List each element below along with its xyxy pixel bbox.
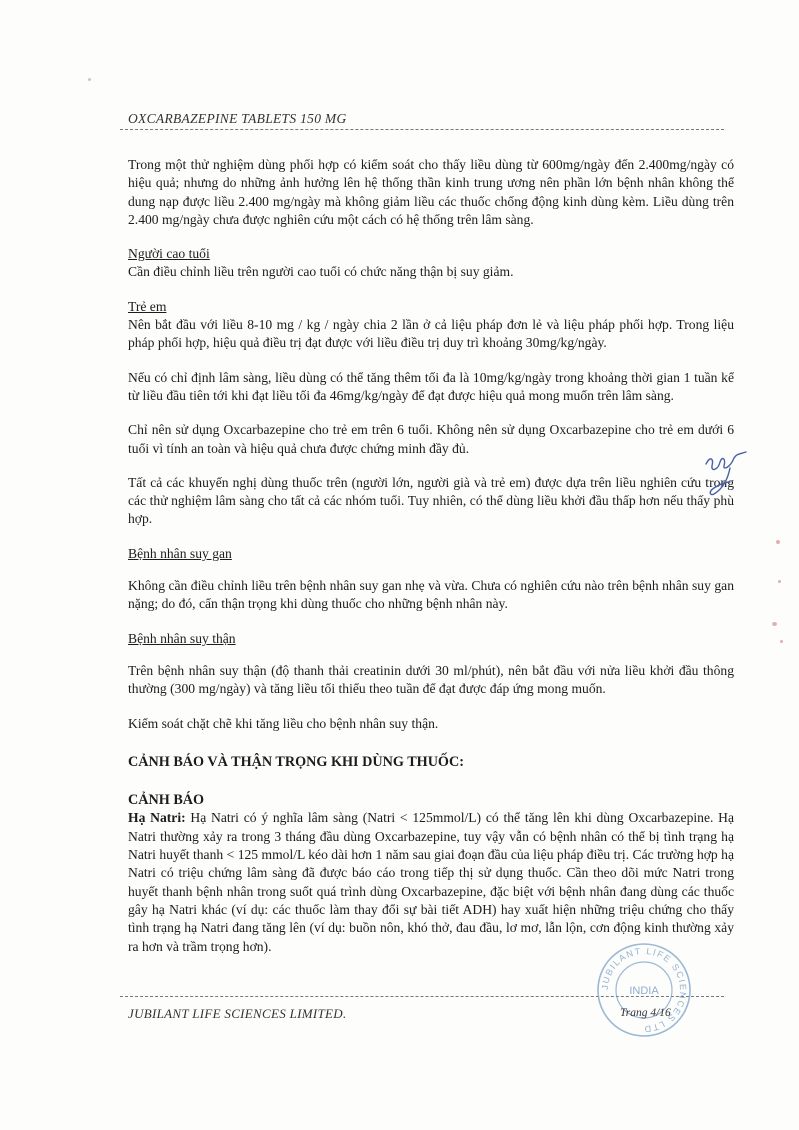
footer-page-number: Trang 4/16	[620, 1007, 671, 1019]
margin-mark	[88, 78, 91, 81]
margin-mark	[778, 580, 781, 583]
paragraph-elderly: Cần điều chỉnh liều trên người cao tuổi có chức năng thận bị suy giảm.	[128, 264, 514, 280]
stamp-ring-text: JUBILANT LIFE SCIENCES LTD	[599, 945, 689, 1035]
paragraph-dosage-intro: Trong một thử nghiệm dùng phối hợp có kiểm soát cho thấy liều dùng từ 600mg/ngày đến 2.400mg/ngày có hiệu quả; nhưng do những ảnh hưởng lên hệ thống thần kinh trung ương nên phần lớn bệnh nhân không thể dung nạp được liều 2.400 mg/ngày mà không giảm liều các thuốc chống động kinh dùng kèm. Liều dùng trên 2.400 mg/ngày chưa được nghiên cứu một cách có hệ thống trên lâm sàng.	[128, 157, 734, 227]
subheading-kidney: Bệnh nhân suy thận	[128, 630, 236, 646]
section-title-warnings: CẢNH BÁO VÀ THẬN TRỌNG KHI DÙNG THUỐC:	[128, 753, 464, 770]
margin-mark	[772, 622, 777, 626]
company-stamp	[594, 940, 694, 1040]
paragraph-kidney-1: Trên bệnh nhân suy thận (độ thanh thải creatinin dưới 30 ml/phút), nên bắt đầu với nửa liều khởi đầu thông thường (300 mg/ngày) và tăng liều tối thiểu theo tuần để đạt được đáp ứng mong muốn.	[128, 662, 734, 697]
margin-mark	[780, 640, 783, 643]
signature-mark	[700, 444, 752, 500]
document-body	[128, 156, 734, 956]
paragraph-children-2: Nếu có chỉ định lâm sàng, liều dùng có thể tăng thêm tối đa là 10mg/kg/ngày trong khoảng thời gian 1 tuần kể từ liều đầu tiên tới khi đạt liều tối đa 46mg/kg/ngày để đạt được hiệu quả mong muốn trên lâm sàng.	[128, 369, 734, 403]
paragraph-kidney-2: Kiểm soát chặt chẽ khi tăng liều cho bệnh nhân suy thận.	[128, 715, 439, 731]
heading-warning: CẢNH BÁO	[128, 792, 205, 809]
document-header-title: OXCARBAZEPINE TABLETS 150 MG	[128, 111, 347, 126]
margin-mark	[776, 540, 780, 544]
footer-company: JUBILANT LIFE SCIENCES LIMITED.	[128, 1006, 347, 1021]
paragraph-children-1: Nên bắt đầu với liều 8-10 mg / kg / ngày chia 2 lần ở cả liệu pháp đơn lẻ và liệu pháp phối hợp. Trong liệu pháp phối hợp, hiệu quả điều trị đạt được với liều điều trị duy trì khoảng 30mg/kg/ngày.	[128, 317, 734, 351]
text-hyponatremia: Hạ Natri có ý nghĩa lâm sàng (Natri < 125mmol/L) có thể tăng lên khi dùng Oxcarbazepine. Hạ Natri thường xảy ra trong 3 tháng đầu dùng Oxcarbazepine, tuy vậy vẫn có bệnh nhân có thể bị tình trạng hạ Natri huyết thanh < 125 mmol/L kéo dài hơn 1 năm sau giai đoạn đầu của liệu pháp điều trị. Các trường hợp hạ Natri có triệu chứng lâm sàng đã được báo cáo trong tiếp thị sử dụng thuốc. Cần theo dõi mức Natri trong huyết thanh bệnh nhân trong suốt quá trình dùng Oxcarbazepine, đặc biệt với bệnh nhân đang dùng các thuốc gây hạ Natri khác (ví dụ: các thuốc làm thay đổi sự bài tiết ADH) hay xuất hiện những triệu chứng cho thấy tình trạng hạ Natri đang tăng lên (ví dụ: buồn nôn, khó thở, đau đầu, lơ mơ, lẫn lộn, cơn động kinh thường xảy ra hơn và trầm trọng hơn).	[128, 810, 734, 954]
paragraph-liver: Không cần điều chỉnh liều trên bệnh nhân suy gan nhẹ và vừa. Chưa có nghiên cứu nào trên bệnh nhân suy gan nặng; do đó, cẩn thận trọng khi dùng thuốc cho những bệnh nhân này.	[128, 578, 734, 612]
subheading-liver: Bệnh nhân suy gan	[128, 545, 232, 561]
stamp-center-text: INDIA	[629, 985, 659, 997]
subheading-elderly: Người cao tuổi	[128, 246, 210, 262]
paragraph-hyponatremia	[128, 809, 734, 955]
label-hyponatremia: Hạ Natri:	[128, 810, 186, 826]
subheading-children: Trẻ em	[128, 298, 167, 314]
paragraph-all-groups: Tất cả các khuyến nghị dùng thuốc trên (người lớn, người già và trẻ em) được dựa trên liều nghiên cứu trong các thử nghiệm lâm sàng cho tất cả các nhóm tuổi. Tuy nhiên, có thể dùng liều khởi đầu thấp hơn nếu thấy phù hợp.	[128, 474, 734, 527]
header-divider	[120, 129, 724, 130]
paragraph-children-3: Chỉ nên sử dụng Oxcarbazepine cho trẻ em trên 6 tuổi. Không nên sử dụng Oxcarbazepine cho trẻ em dưới 6 tuổi vì tính an toàn và hiệu quả chưa được chứng minh đầy đủ.	[128, 422, 734, 456]
